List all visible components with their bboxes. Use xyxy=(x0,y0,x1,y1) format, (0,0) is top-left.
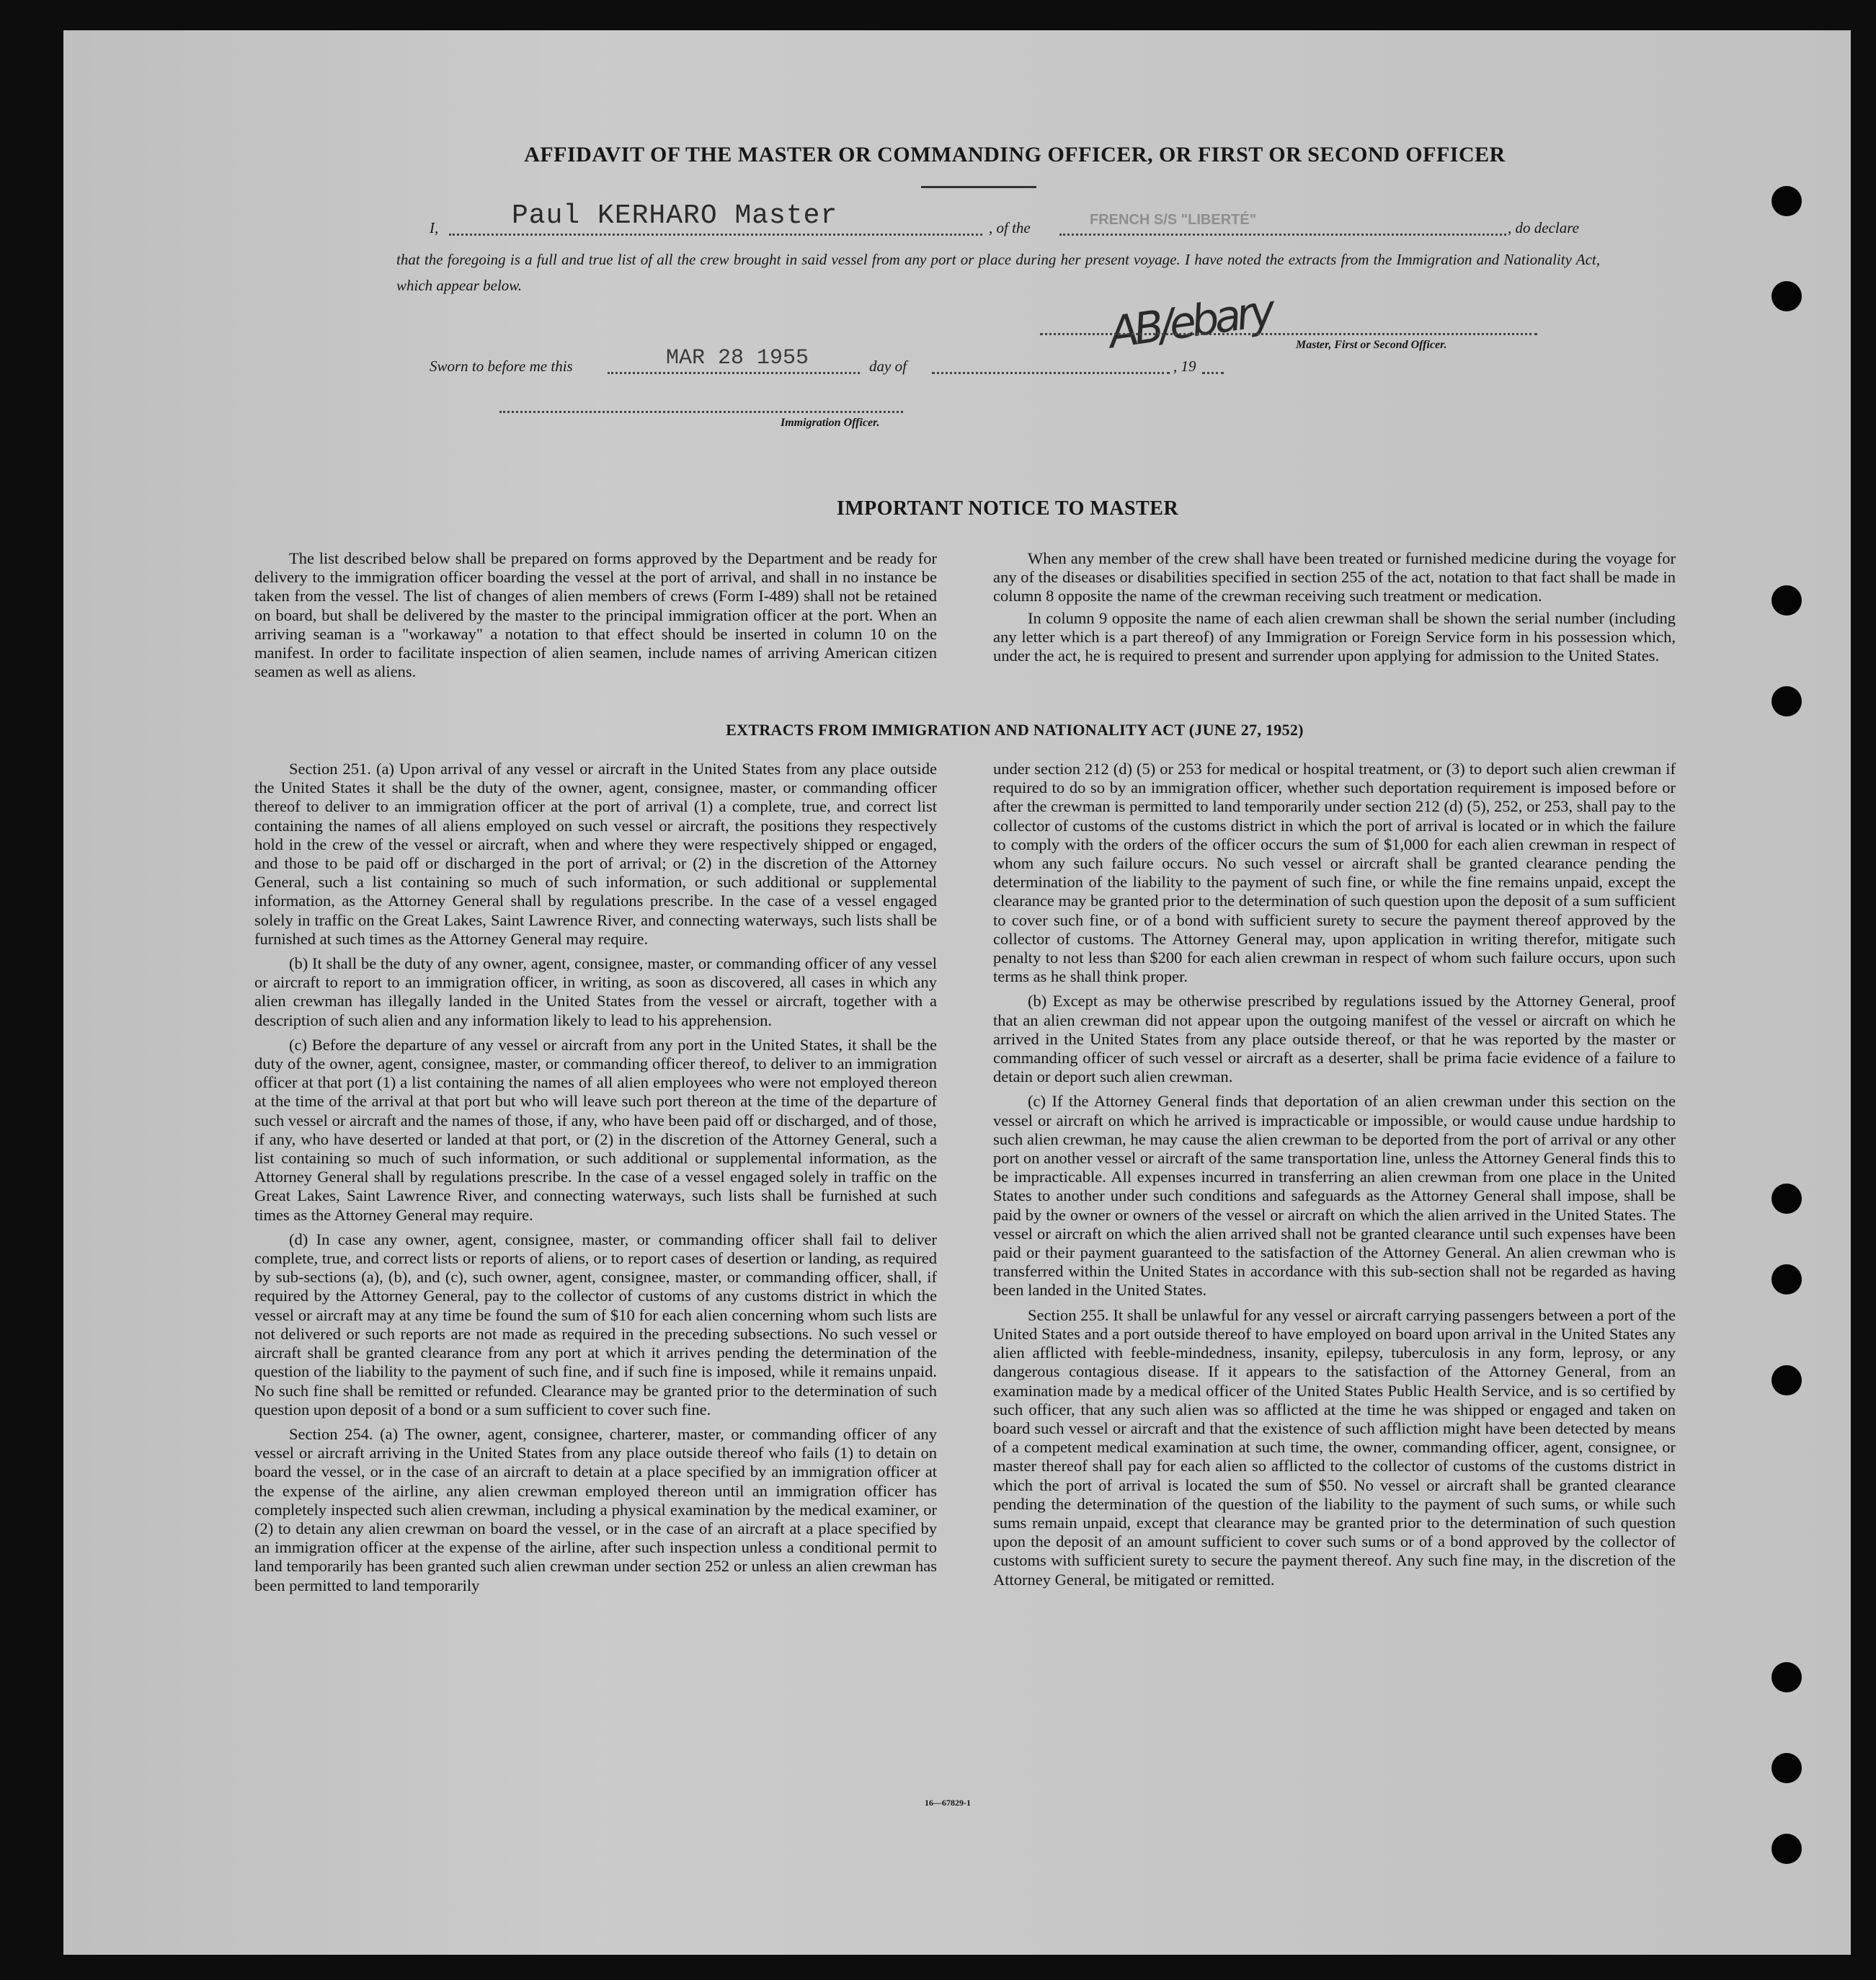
punch-hole xyxy=(1771,1365,1802,1395)
form-number: 16—67829-1 xyxy=(925,1798,971,1808)
extract-paragraph: (c) If the Attorney General finds that deportation of an alien crewman under this section on the vessel or aircraft on which he arrived is impracticable or impossible, or would cause undue hardship to such alien crewman, he may cause the alien crewman to be deported from the port of arrival or any other port on another vessel or aircraft of the same transportation line, unless the Attorney General finds this to be impracticable. All expenses incurred in transferring an alien crewman from one place in the United States to another under such conditions and safeguards as the Attorney General shall impose, shall be paid by the owner or owners of the vessel or aircraft on which the alien arrived in the United States. The vessel or aircraft on which the alien arrived shall not be granted clearance until such expenses have been paid or their payment guaranteed to the satisfaction of the Attorney General. An alien crewman who is transferred within the United States in accordance with this sub-section shall not be regarded as having been landed in the United States. xyxy=(993,1092,1676,1300)
notice-title: IMPORTANT NOTICE TO MASTER xyxy=(836,497,1179,520)
master-signature: AB/ebary xyxy=(1106,285,1275,359)
extract-paragraph: (d) In case any owner, agent, consignee, master, or commanding officer shall fail to deliver complete, true, and correct lists or reports of aliens, or to report cases of desertion or landing, as required by sub-sections (a), (b), and (c), such owner, agent, consignee, master, or commanding officer, shall, if required by the Attorney General, pay to the collector of customs of any customs district in which the vessel or aircraft may at any time be found the sum of $10 for each alien concerning whom such lists are not delivered or such reports are not made as required in the preceding subsections. No such vessel or aircraft shall be granted clearance from any port at which it arrives pending the determination of the question of the liability to the payment of such fine, and if such fine is imposed, while it remains unpaid. No such fine shall be remitted or refunded. Clearance may be granted prior to the determination of such question upon deposit of a bond or a sum sufficient to cover such fine. xyxy=(254,1230,937,1419)
extract-paragraph: Section 254. (a) The owner, agent, consignee, charterer, master, or commanding officer of any vessel or aircraft arriving in the United States from any place outside thereof who fails (1) to detain on board the vessel, or in the case of an aircraft to detain at a place specified by an immigration officer at the expense of the airline, any alien crewman employed thereon until an immigration officer has completely inspected such alien crewman, including a physical examination by the medical examiner, or (2) to detain any alien crewman on board the vessel, or in the case of an aircraft at a place specified by an immigration officer at the expense of the airline, after such inspection unless a conditional permit to land temporarily has been granted such alien crewman under section 252 or unless an alien crewman has been permitted to land temporarily xyxy=(254,1424,937,1594)
sworn-label: Sworn to before me this xyxy=(430,358,573,375)
punch-hole xyxy=(1771,1662,1802,1692)
officer-caption: Immigration Officer. xyxy=(781,417,880,429)
notice-paragraph: When any member of the crew shall have been treated or furnished medicine during the voyage for any of the diseases or disabilities specified in section 255 of the act, notation to that fact shall be made in column 8 opposite the name of the crewman receiving such treatment or medication. xyxy=(993,549,1676,605)
notice-left-column xyxy=(254,549,937,687)
sworn-date-line xyxy=(608,372,860,374)
extracts-title: EXTRACTS FROM IMMIGRATION AND NATIONALITY ACT (JUNE 27, 1952) xyxy=(726,721,1304,739)
punch-hole xyxy=(1771,686,1802,716)
officer-line xyxy=(499,411,903,413)
punch-hole xyxy=(1771,1753,1802,1783)
extracts-right-column xyxy=(993,760,1676,1595)
punch-hole xyxy=(1771,281,1802,311)
extract-paragraph: Section 251. (a) Upon arrival of any vessel or aircraft in the United States from any place outside the United States it shall be the duty of the owner, agent, consignee, master, or commanding officer thereof to deliver to an immigration officer at the port of arrival (1) a complete, true, and correct list containing the names of all aliens employed on such vessel or aircraft, the positions they respectively hold in the crew of the vessel or aircraft, when and where they were respectively shipped or engaged, and those to be paid off or discharged in the port of arrival; or (2) in the discretion of the Attorney General, such a list containing so much of such information, or such additional or supplemental information, as the Attorney General shall by regulations prescribe. In the case of a vessel engaged solely in traffic on the Great Lakes, Saint Lawrence River, and connecting waterways, such lists shall be furnished at such times as the Attorney General may require. xyxy=(254,760,937,948)
day-of-label: day of xyxy=(869,358,907,375)
month-line xyxy=(932,372,1170,374)
title-rule xyxy=(921,186,1036,188)
extract-paragraph: under section 212 (d) (5) or 253 for medical or hospital treatment, or (3) to deport such alien crewman if required to do so by an immigration officer, whether such deportation requirement is imposed before or after the crewman is permitted to land temporarily under section 212 (d) (5), 252, or 253, shall pay to the collector of customs of the customs district in which the port of arrival is located or in which the failure to comply with the orders of the officer occurs the sum of $1,000 for each alien crewman in respect of whom any such failure occurs. No such vessel or aircraft shall be granted clearance pending the determination of the liability to the payment of such fine, or while the fine remains unpaid, except the clearance may be granted prior to the determination of such question upon the deposit of a sum sufficient to cover such fine, or of a bond with sufficient surety to secure the payment thereof approved by the collector of customs. The Attorney General may, upon application in writing therefor, mitigate such penalty to not less than $200 for each alien crewman in respect of whom such failure occurs, upon such terms as he shall think proper. xyxy=(993,760,1676,986)
extract-paragraph: (b) Except as may be otherwise prescribed by regulations issued by the Attorney General, proof that an alien crewman did not appear upon the outgoing manifest of the vessel or aircraft on which he arrived in the United States from any place outside thereof, or that he was reported by the master or commanding officer of such vessel or aircraft as a deserter, shall be prima facie evidence of a failure to detain or deport such alien crewman. xyxy=(993,992,1676,1086)
vessel-field: FRENCH S/S "LIBERTÉ" xyxy=(1090,212,1257,228)
year-label: , 19 xyxy=(1173,358,1196,375)
extract-paragraph: (b) It shall be the duty of any owner, agent, consignee, master, or commanding officer of any vessel or aircraft to report to an immigration officer, in writing, as soon as discovered, all cases in which any alien crewman has illegally landed in the United States from the vessel or aircraft, together with a description of such alien and any information likely to lead to his apprehension. xyxy=(254,954,937,1029)
name-field: Paul KERHARO Master xyxy=(512,200,838,231)
vessel-line xyxy=(1059,234,1506,236)
document-page xyxy=(63,30,1851,1955)
signature-caption: Master, First or Second Officer. xyxy=(1296,339,1447,351)
signature-line xyxy=(1040,333,1537,335)
notice-paragraph: In column 9 opposite the name of each alien crewman shall be shown the serial number (including any letter which is a part thereof) of any Immigration or Foreign Service form in his possession which, under the act, he is required to present and surrender upon applying for admission to the United States. xyxy=(993,608,1676,665)
punch-hole xyxy=(1771,1264,1802,1295)
punch-hole xyxy=(1771,585,1802,616)
notice-paragraph: The list described below shall be prepared on forms approved by the Department and be ready for delivery to the immigration officer boarding the vessel at the port of arrival, and shall in no instance be taken from the vessel. The list of changes of alien members of crews (Form I-489) shall not be retained on board, but shall be delivered by the master to the principal immigration officer at the port. When an arriving seaman is a "workaway" a notation to that effect should be inserted in column 10 on the manifest. In order to facilitate inspection of alien seamen, include names of arriving American citizen seamen as well as aliens. xyxy=(254,549,937,681)
affidavit-title: AFFIDAVIT OF THE MASTER OR COMMANDING OFFICER, OR FIRST OR SECOND OFFICER xyxy=(524,143,1506,167)
extracts-left-column xyxy=(254,760,937,1601)
do-declare-label: , do declare xyxy=(1508,219,1579,236)
affidavit-statement: that the foregoing is a full and true list of all the crew brought in said vessel from any port or place during her present voyage. I have noted the extracts from the Immigration and Nationality Act, which appear below. xyxy=(396,251,1600,294)
punch-hole xyxy=(1771,1184,1802,1214)
i-label: I, xyxy=(430,219,439,236)
punch-hole xyxy=(1771,186,1802,216)
year-line xyxy=(1202,372,1224,374)
notice-right-column xyxy=(993,549,1676,671)
extract-paragraph: Section 255. It shall be unlawful for any vessel or aircraft carrying passengers between a port of the United States and a port outside thereof to have employed on board upon arrival in the United States any alien afflicted with feeble-mindedness, insanity, epilepsy, tuberculosis in any form, leprosy, or any dangerous contagious disease. If it appears to the satisfaction of the Attorney General, from an examination made by a medical officer of the United States Public Health Service, and is so certified by such officer, that any such alien was so afflicted at the time he was shipped or engaged and taken on board such vessel or aircraft and that the existence of such affliction might have been detected by means of a competent medical examination at such time, the owner, commanding officer, agent, consignee, or master thereof shall pay for each alien so afflicted to the collector of customs of the customs district in which the port of arrival is located the sum of $50. No vessel or aircraft shall be granted clearance pending the determination of the question of the liability to the payment of such sums, or while such sums remain unpaid, except that clearance may be granted prior to the determination of such question upon the deposit of an amount sufficient to cover such sums or of a bond approved by the collector of customs with sufficient surety to secure the payment thereof. Any such fine may, in the discretion of the Attorney General, be mitigated or remitted. xyxy=(993,1305,1676,1589)
punch-hole xyxy=(1771,1834,1802,1864)
name-line xyxy=(449,234,982,236)
extract-paragraph: (c) Before the departure of any vessel or aircraft from any port in the United States, it shall be the duty of the owner, agent, consignee, master, or commanding officer thereof, to deliver to an immigration officer at that port (1) a list containing the names of all alien employees who were not employed thereon at the time of the arrival at that port but who will leave such port thereon at the time of the departure of such vessel or aircraft and the names of those, if any, who have been paid off or discharged, and of those, if any, who have deserted or landed at that port, or (2) in the discretion of the Attorney General, such a list containing so much of such information, or such additional or supplemental information, as the Attorney General shall by regulations prescribe. In the case of a vessel engaged solely in traffic on the Great Lakes, Saint Lawrence River, and connecting waterways, such lists shall be furnished at such times as the Attorney General may require. xyxy=(254,1035,937,1224)
of-the-label: , of the xyxy=(989,219,1031,236)
sworn-date-stamp: MAR 28 1955 xyxy=(666,346,809,370)
